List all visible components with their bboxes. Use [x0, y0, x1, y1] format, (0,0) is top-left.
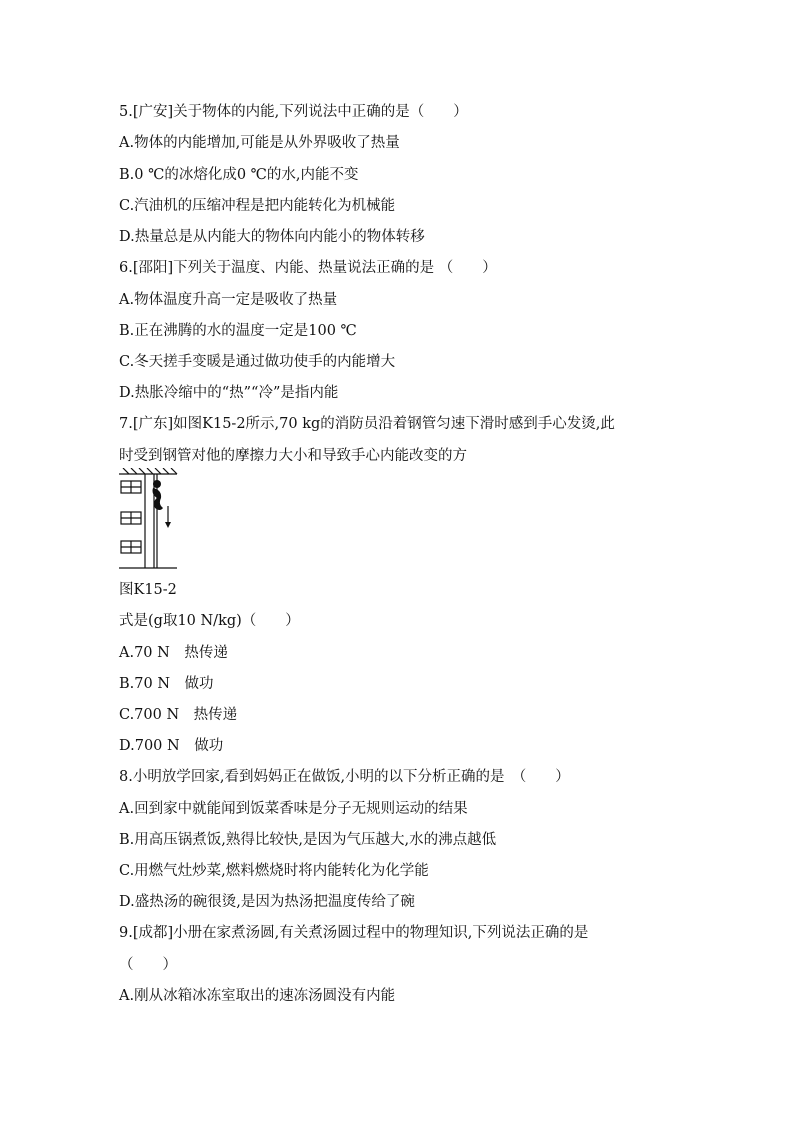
q7-figure-caption: 图K15-2 [119, 582, 177, 598]
q6-option-c: C.冬天搓手变暖是通过做功使手的内能增大 [119, 354, 396, 370]
q8-option-b: B.用高压锅煮饭,熟得比较快,是因为气压越大,水的沸点越低 [119, 832, 497, 848]
firefighter-pole-figure [117, 468, 187, 572]
q7-option-b: B.70 N 做功 [119, 676, 214, 692]
q5-option-d: D.热量总是从内能大的物体向内能小的物体转移 [119, 229, 425, 245]
q8-option-a: A.回到家中就能闻到饭菜香味是分子无规则运动的结果 [119, 801, 468, 817]
q6-stem: 6.[邵阳]下列关于温度、内能、热量说法正确的是 （ ） [119, 260, 497, 276]
q5-option-b: B.0 ℃的冰熔化成0 ℃的水,内能不变 [119, 167, 359, 183]
q7-option-c: C.700 N 热传递 [119, 707, 238, 723]
q9-option-a: A.刚从冰箱冰冻室取出的速冻汤圆没有内能 [119, 988, 396, 1004]
q6-option-d: D.热胀冷缩中的“热”“冷”是指内能 [119, 385, 339, 401]
q8-option-d: D.盛热汤的碗很烫,是因为热汤把温度传给了碗 [119, 894, 415, 910]
q5-option-c: C.汽油机的压缩冲程是把内能转化为机械能 [119, 198, 396, 214]
q9-stem-line1: 9.[成都]小册在家煮汤圆,有关煮汤圆过程中的物理知识,下列说法正确的是 [119, 925, 589, 941]
q8-option-c: C.用燃气灶炒菜,燃料燃烧时将内能转化为化学能 [119, 863, 429, 879]
q7-option-a: A.70 N 热传递 [119, 645, 228, 661]
q7-stem-line3: 式是(g取10 N/kg)（ ） [119, 613, 300, 629]
q7-stem-line1: 7.[广东]如图K15-2所示,70 kg的消防员沿着钢管匀速下滑时感到手心发烫,此 [119, 416, 615, 432]
q7-option-d: D.700 N 做功 [119, 738, 224, 754]
q6-option-a: A.物体温度升高一定是吸收了热量 [119, 292, 338, 308]
q8-stem: 8.小明放学回家,看到妈妈正在做饭,小明的以下分析正确的是 （ ） [119, 769, 570, 785]
q6-option-b: B.正在沸腾的水的温度一定是100 ℃ [119, 323, 357, 339]
q7-stem-line2: 时受到钢管对他的摩擦力大小和导致手心内能改变的方 [119, 448, 467, 464]
q5-stem: 5.[广安]关于物体的内能,下列说法中正确的是（ ） [119, 104, 468, 120]
q5-option-a: A.物体的内能增加,可能是从外界吸收了热量 [119, 135, 400, 151]
q9-stem-line2: （ ） [119, 957, 177, 973]
